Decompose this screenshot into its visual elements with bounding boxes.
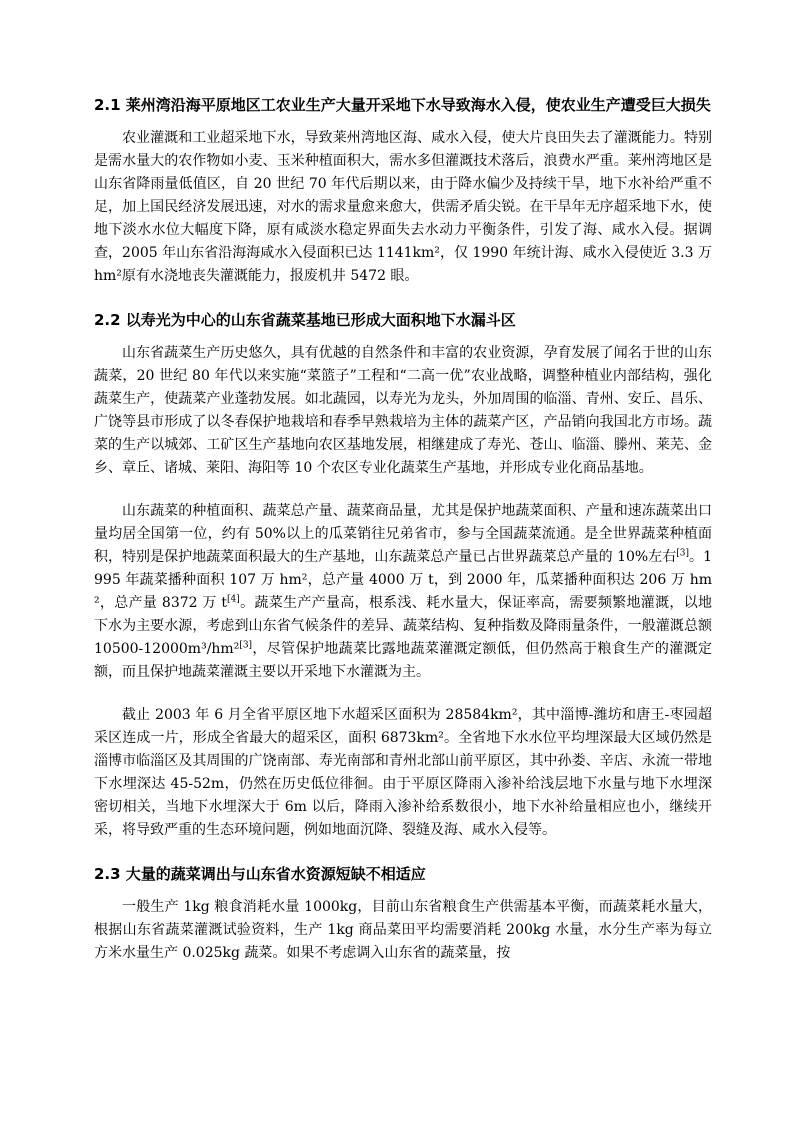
section-heading-2-2: 2.2 以寿光为中心的山东省蔬菜基地已形成大面积地下水漏斗区 <box>94 311 516 329</box>
paragraph-text: 。1995 年蔬菜播种面积 107 万 hm²，总产量 4000 万 t，到 2000 年，瓜菜播种面积达 206 万 hm²，总产量 8372 万 t <box>94 549 712 611</box>
citation-ref[interactable]: [3] <box>239 640 253 651</box>
paragraph-text: ，尽管保护地蔬菜比露地蔬菜灌溉定额低，但仍然高于粮食生产的灌溉定额，而且保护地蔬菜灌溉主要以开采地下水灌溉为主。 <box>94 641 712 680</box>
paragraph-text: 。蔬菜生产产量高，根系浅、耗水量大，保证率高，需要频繁地灌溉，以地下水为主要水源，考虑到山东省气候条件的差异、蔬菜结构、复种指数及降雨量条件，一般灌溉总额 10500-12000m³/hm² <box>94 595 713 657</box>
citation-ref[interactable]: [4] <box>227 594 240 605</box>
paragraph: 山东省蔬菜生产历史悠久，具有优越的自然条件和丰富的农业资源，孕育发展了闻名于世的山东蔬菜，20 世纪 80 年代以来实施“菜篮子”工程和“二高一优”农业战略，调整种植业内部结构，强化蔬菜生产，使蔬菜产业蓬勃发展。如北蔬园，以寿光为龙头，外加周围的临淄、青州、安丘、昌乐、广饶等县市形成了以冬春保护地栽培和春季早熟栽培为主体的蔬菜产区，产品销向我国北方市场。蔬菜的生产以城郊、工矿区生产基地向农区基地发展，相继建成了寿光、苍山、临淄、滕州、莱芜、金乡、章丘、诸城、莱阳、海阳等 10 个农区专业化蔬菜生产基地，并形成专业化商品基地。 <box>94 345 712 476</box>
document-page <box>94 93 712 985</box>
paragraph: 农业灌溉和工业超采地下水，导致莱州湾地区海、咸水入侵，使大片良田失去了灌溉能力。特别是需水量大的农作物如小麦、玉米种植面积大，需水多但灌溉技术落后，浪费水严重。莱州湾地区是山东省降雨量低值区，自 20 世纪 70 年代后期以来，由于降水偏少及持续干旱，地下水补给严重不足，加上国民经济发展迅速，对水的需求量愈来愈大，供需矛盾尖锐。在干旱年无序超采地下水，使地下淡水水位大幅度下降，原有咸淡水稳定界面失去水动力平衡条件，引发了海、咸水入侵。据调查，2005 年山东省沿海海咸水入侵面积已达 1141km²，仅 1990 年统计海、咸水入侵使近 3.3 万 hm²原有水浇地丧失灌溉能力，报废机井 5472 眼。 <box>94 130 712 284</box>
paragraph: 截止 2003 年 6 月全省平原区地下水超采区面积为 28584km²，其中淄博-潍坊和唐王-枣园超采区连成一片，形成全省最大的超采区，面积 6873km²。全省地下水水位平均埋深最大区域仍然是淄博市临淄区及其周围的广饶南部、寿光南部和青州北部山前平原区，其中孙娄、辛店、永流一带地下水埋深达 45-52m，仍然在历史低位徘徊。由于平原区降雨入渗补给浅层地下水量与地下水埋深密切相关，当地下水埋深大于 6m 以后，降雨入渗补给系数很小，地下水补给量相应也小，继续开采，将导致严重的生态环境问题，例如地面沉降、裂缝及海、咸水入侵等。 <box>94 707 712 838</box>
paragraph: 一般生产 1kg 粮食消耗水量 1000kg，目前山东省粮食生产供需基本平衡，而蔬菜耗水量大，根据山东省蔬菜灌溉试验资料，生产 1kg 商品菜田平均需要消耗 200kg 水量，水分生产率为每立方米水量生产 0.025kg 蔬菜。如果不考虑调入山东省的蔬菜量，按 <box>94 899 712 961</box>
paragraph-text: 山东蔬菜的种植面积、蔬菜总产量、蔬菜商品量，尤其是保护地蔬菜面积、产量和速冻蔬菜出口量均居全国第一位，约有 50%以上的瓜菜销往兄弟省市，参与全国蔬菜流通。是全世界蔬菜种植面积，特别是保护地蔬菜面积最大的生产基地，山东蔬菜总产量已占世界蔬菜总产量的 10%左右 <box>94 503 712 565</box>
section-heading-2-3: 2.3 大量的蔬菜调出与山东省水资源短缺不相适应 <box>94 865 426 883</box>
paragraph-with-citations <box>94 500 712 684</box>
citation-ref[interactable]: [3] <box>676 548 690 559</box>
section-heading-2-1: 2.1 莱州湾沿海平原地区工农业生产大量开采地下水导致海水入侵，使农业生产遭受巨大损失 <box>94 96 711 114</box>
